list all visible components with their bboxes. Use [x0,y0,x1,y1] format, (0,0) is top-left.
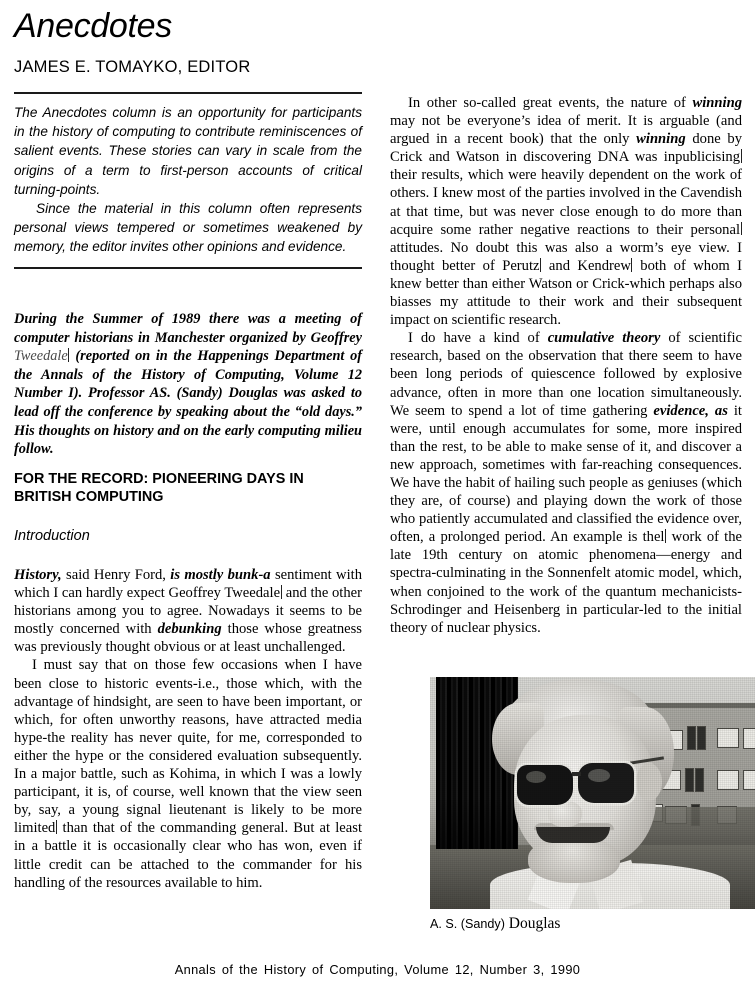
photo-window [718,729,738,747]
lead-in-history: History, [14,567,62,583]
left-p1-run7: those whose greatness was previously thought obvious or at least unchallenged. [14,621,362,656]
paragraph-cumulative-theory [390,329,742,637]
photo-glasses-bridge [572,772,581,776]
right-p2-run1: I do have a kind of [408,330,548,347]
photo-ear [636,763,662,801]
emphasis-evidence-as: evidence, as [653,402,728,419]
left-p1-run4: sentiment with which I can hardly expect Geoffrey Tweedale [14,567,362,602]
right-p2-run5: it were, until enough accumulates for some, more inspired than the rest, to be able to make sense of it, and discover a new approach, sometimes with far-reaching consequences. We have the habit of hailing such people as geniuses (which they are, of course) and playing down the work of those who patiently accumulated and classified the evidence over, often, a prolonged period. An example is thel [390,402,742,546]
photo-window [696,769,703,791]
emphasis-winning-1: winning [692,95,742,111]
right-p1-run1: In other so-called great events, the nature of [408,95,693,111]
intro-rule-top [14,92,362,94]
intro-paragraph-1: The Anecdotes column is an opportunity for participants in the history of computing to contribute reminiscences of salient events. These stories can vary in scale from the origins of a term to first-person accounts of critical turning-points. [14,105,362,197]
body-column-right [390,94,742,637]
intro-rule-bottom [14,267,362,269]
figure-caption [430,916,755,932]
abstract-faint-name: Tweedale [14,348,68,365]
paragraph-historic-events [14,656,362,891]
photo-lens-highlight [588,769,610,782]
page-title: Anecdotes [14,7,172,45]
right-p1-run3: may not be everyone’s idea of merit. It is arguable (and argued in a recent book) that the only [390,113,742,148]
emphasis-winning-2: winning [636,131,686,148]
photo-chin [528,837,620,883]
masthead [14,6,394,78]
photo-window [718,771,738,789]
photo-window [744,771,755,789]
photo-window [698,727,705,749]
left-p2-run1: I must say that on those few occasions when I have been close to historic events-i.e., those which, with the advantage of hindsight, are seen to have been important, or which, for often unworthy reasons, have attracted media hype-the reality has never quite, for me, corresponded to either the hype or the considered evaluation subsequently. In a major battle, such as Kohima, in which I was a lowly participant, it is, of course, well known that the view seen by, say, a young signal lieutenant is likely to be more limited [14,657,362,837]
left-p1-run2: said Henry Ford, [61,567,171,583]
right-p1-run9: both of whom I knew better than either Watson or Crick-which perhaps also biasses my attitude to their work and their subsequent impact on scientific research. [390,257,742,329]
left-p2-run2: than that of the commanding general. But at least in a battle it is occasionally clear who has won, even if little credit can be attached to the commander for his handling of the resources available to him. [14,820,362,891]
abstract-part-2: (reported on in the Happenings Department of the Annals of the History of Computing, Volume 12 Number I). Professor AS. (Sandy) Douglas was asked to lead off the conference by speaking about the “old days.” His thoughts on history and on the early computing milieu follow. [14,348,362,458]
paragraph-history-ford [14,566,362,656]
right-p1-run6: their results, which were heavily dependent on the work of others. I knew most of the parties involved in the Cavendish at that time, but was never close enough to do more than acquire some rather negative reactions to their personal [390,167,742,238]
intro-paragraph-2: Since the material in this column often represents personal views tempered or sometimes weakened by memory, the editor invites other opinions and evidence. [14,201,362,255]
editor-byline: JAMES E. TOMAYKO, EDITOR [14,58,251,76]
caption-initials: A. S. (Sandy) [430,917,505,931]
photo-window [686,769,693,791]
intro-box [14,92,362,269]
photo-window [688,727,695,749]
scan-artifact-caret [741,149,742,163]
figure-portrait [430,677,755,932]
scan-artifact-caret [741,222,742,236]
right-p1-run8: and Kendrew [541,257,631,274]
page-footer: Annals of the History of Computing, Volume 12, Number 3, 1990 [174,962,581,977]
left-p1-run5: and the other historians among you to agree. Nowadays it seems to be mostly concerned with [14,585,362,638]
abstract [14,310,362,459]
section-heading: FOR THE RECORD: PIONEERING DAYS IN BRITISH COMPUTING [14,471,304,505]
portrait-photo [430,677,755,909]
photo-lens-highlight [526,771,546,783]
caption-surname: Douglas [504,915,561,932]
right-p2-run6: work of the late 19th century on atomic phenomena—energy and spectra-culminating in the Sonnenfelt atomic model, which, when conjoined to the work of the quantum mechanicists-Schrodinger and Heisenberg in particular-led to the initial theory of nuclear physics. [390,529,742,636]
body-column-left [14,566,362,892]
paragraph-great-events [390,94,742,329]
emphasis-debunking: debunking [157,621,222,638]
right-p2-run3: of scientific research, based on the observation that there seem to have been long periods of quiescence followed by explosive advance, often in more than one location simultaneously. We seem to spend a lot of time gathering [390,330,742,419]
right-p1-run7: attitudes. No doubt this was also a worm’s eye view. I thought better of Perutz [390,239,742,274]
abstract-part-1: During the Summer of 1989 there was a meeting of computer historians in Manchester organized by Geoffrey [14,311,362,346]
photo-sunglasses-left-lens [517,765,573,805]
photo-sunglasses-right-lens [578,763,634,803]
photo-mouth [536,827,610,843]
emphasis-mostly-bunk: is mostly bunk-a [170,567,271,583]
subsection-heading: Introduction [14,528,90,544]
emphasis-cumulative-theory: cumulative theory [547,330,661,347]
intro-paragraphs [14,103,362,257]
right-p1-run5: done by Crick and Watson in discovering DNA was inpublicising [390,131,742,166]
photo-window [744,729,755,748]
